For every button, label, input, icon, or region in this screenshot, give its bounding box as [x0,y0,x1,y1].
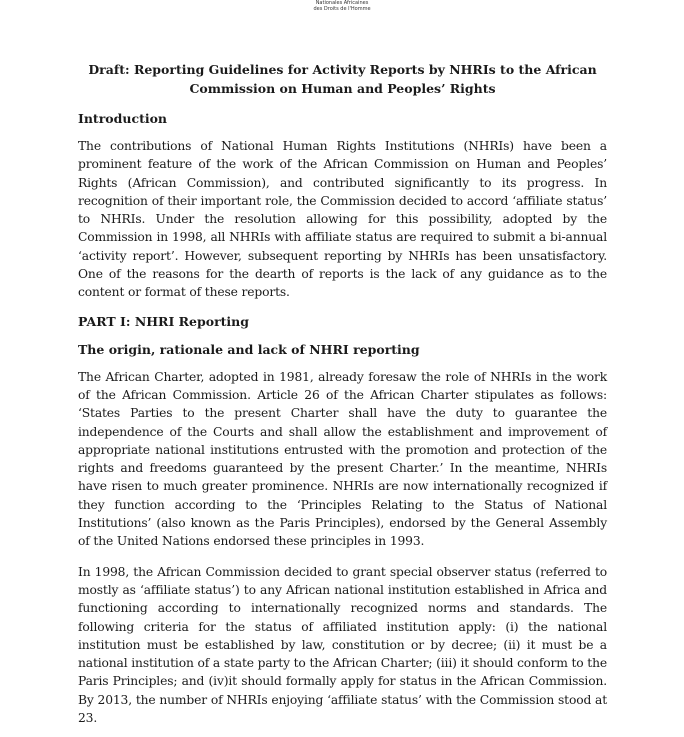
logo-text-line-1: Nationales Africaines [315,0,369,6]
part-1-heading: PART I: NHRI Reporting [78,313,250,329]
origin-paragraph: The African Charter, adopted in 1981, already foresaw the role of NHRIs in the work of the African Commission. Article 26 of the African Charter stipulates as follows: ‘States Parties to the present Charter shall have the duty to guarantee the independence of the Courts and shall allow the establishment and improvement of appropriate national institutions entrusted with the promotion and protection of the rights and freedoms guaranteed by the present Charter.’ In the meantime, NHRIs have risen to much greater prominence. NHRIs are now internationally recognized if they function according to the ‘Principles Relating to the Status of National Institutions’ (also known as the Paris Principles), endorsed by the General Assembly of the United Nations endorsed these principles in 1993. [78,369,607,549]
affiliate-status-paragraph: In 1998, the African Commission decided to grant special observer status (referred to mostly as ‘affiliate status’) to any African national institution established in Africa and functioning according to internationally recognized norms and standards. The following criteria for the status of affiliated institution apply: (i) the national institution must be established by law, constitution or by decree; (ii) it must be a national institution of a state party to the African Charter; (iii) it should conform to the Paris Principles; and (iv)it should formally apply for status in the African Commission. By 2013, the number of NHRIs enjoying ‘affiliate status’ with the Commission stood at 23. [78,564,607,726]
document-page [78,60,607,737]
header-logo [0,0,684,12]
origin-heading: The origin, rationale and lack of NHRI reporting [78,341,420,357]
logo-text-line-2: des Droits de l'Homme [313,6,371,12]
introduction-heading: Introduction [78,111,168,126]
introduction-paragraph: The contributions of National Human Rights Institutions (NHRIs) have been a prominent feature of the work of the African Commission on Human and Peoples’ Rights (African Commission), and contributed significantly to its progress. In recognition of their important role, the Commission decided to accord ‘affiliate status’ to NHRIs. Under the resolution allowing for this possibility, adopted by the Commission in 1998, all NHRIs with affiliate status are required to submit a bi-annual ‘activity report’. However, subsequent reporting by NHRIs has been unsatisfactory. One of the reasons for the dearth of reports is the lack of any guidance as to the content or format of these reports. [78,139,607,300]
document-title: Draft: Reporting Guidelines for Activity Reports by NHRIs to the African Commission on Human and Peoples’ Rights [88,62,597,96]
